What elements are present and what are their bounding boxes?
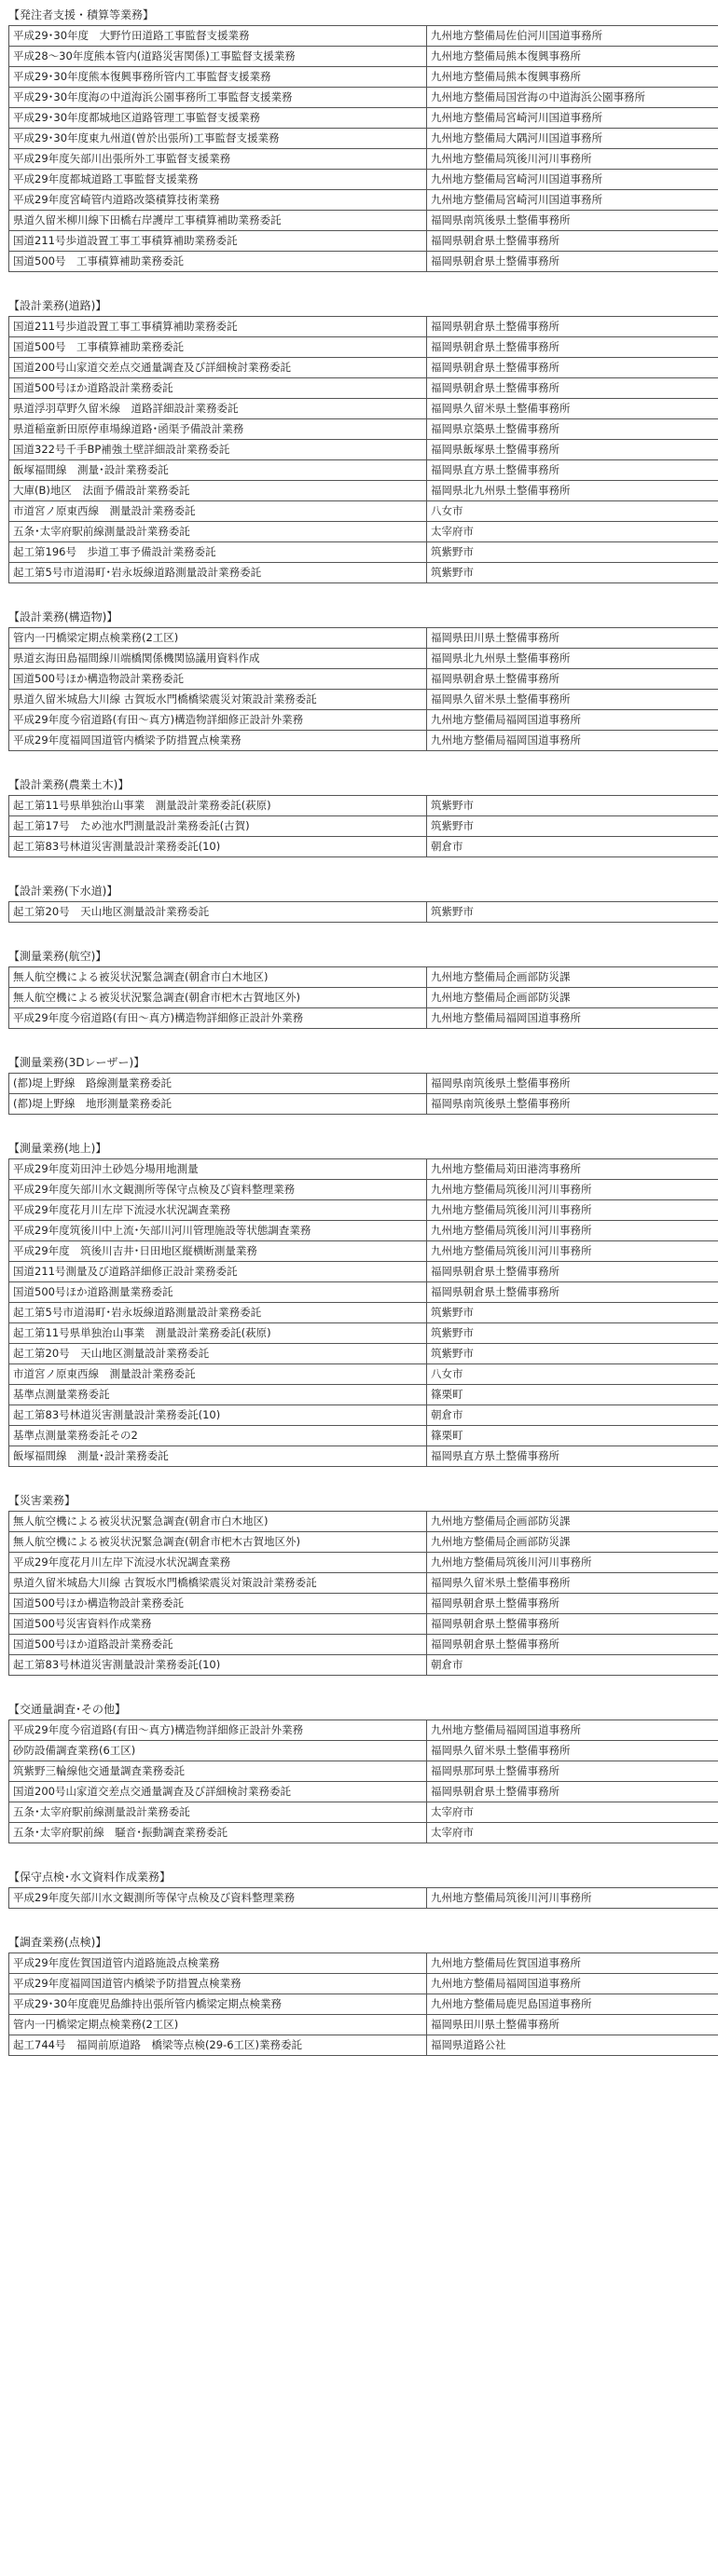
project-name-cell: 国道500号 工事積算補助業務委託	[9, 252, 427, 272]
table-row	[9, 129, 718, 149]
client-cell: 九州地方整備局苅田港湾事務所	[427, 1159, 718, 1180]
project-section	[8, 1870, 710, 1909]
table-row	[9, 1953, 718, 1974]
table-row	[9, 1159, 718, 1180]
client-cell: 九州地方整備局筑後川河川事務所	[427, 1200, 718, 1221]
client-cell: 福岡県道路公社	[427, 2035, 718, 2056]
table-row	[9, 1180, 718, 1200]
section-title: 【設計業務(道路)】	[8, 299, 107, 312]
project-section	[8, 298, 710, 583]
client-cell: 福岡県北九州県土整備事務所	[427, 649, 718, 669]
client-cell: 福岡県久留米県土整備事務所	[427, 690, 718, 710]
table-row	[9, 1614, 718, 1635]
table-row	[9, 902, 718, 923]
client-cell: 福岡県朝倉県土整備事務所	[427, 669, 718, 690]
table-row	[9, 710, 718, 731]
table-row	[9, 1426, 718, 1446]
project-name-cell: 国道500号ほか構造物設計業務委託	[9, 669, 427, 690]
table-row	[9, 399, 718, 419]
client-cell: 福岡県南筑後県土整備事務所	[427, 1074, 718, 1094]
client-cell: 筑紫野市	[427, 816, 718, 837]
table-row	[9, 837, 718, 857]
project-name-cell: 基準点測量業務委託	[9, 1385, 427, 1405]
client-cell: 九州地方整備局福岡国道事務所	[427, 710, 718, 731]
project-name-cell: 無人航空機による被災状況緊急調査(朝倉市杷木古賀地区外)	[9, 1532, 427, 1553]
client-cell: 福岡県朝倉県土整備事務所	[427, 1635, 718, 1655]
project-name-cell: 起工第83号林道災害測量設計業務委託(10)	[9, 1405, 427, 1426]
project-name-cell: 平成29年度都城道路工事監督支援業務	[9, 170, 427, 190]
table-row	[9, 1741, 718, 1761]
client-cell: 九州地方整備局佐伯河川国道事務所	[427, 26, 718, 47]
client-cell: 福岡県朝倉県土整備事務所	[427, 252, 718, 272]
table-row	[9, 1094, 718, 1115]
client-cell: 九州地方整備局国営海の中道海浜公園事務所	[427, 88, 718, 108]
project-name-cell: 起工第5号市道湯町･岩永坂線道路測量設計業務委託	[9, 563, 427, 583]
client-cell: 九州地方整備局筑後川河川事務所	[427, 149, 718, 170]
table-row	[9, 1720, 718, 1741]
project-name-cell: 五条･太宰府駅前線測量設計業務委託	[9, 522, 427, 542]
table-row	[9, 542, 718, 563]
project-name-cell: 起工第5号市道湯町･岩永坂線道路測量設計業務委託	[9, 1303, 427, 1323]
project-name-cell: 国道211号歩道設置工事工事積算補助業務委託	[9, 317, 427, 337]
project-name-cell: (都)堤上野線 路線測量業務委託	[9, 1074, 427, 1094]
table-row	[9, 1364, 718, 1385]
table-row	[9, 2035, 718, 2056]
client-cell: 九州地方整備局大隅河川国道事務所	[427, 129, 718, 149]
project-section	[8, 1702, 710, 1843]
client-cell: 九州地方整備局福岡国道事務所	[427, 1720, 718, 1741]
client-cell: 太宰府市	[427, 1823, 718, 1843]
project-name-cell: 飯塚福間線 測量･設計業務委託	[9, 460, 427, 481]
project-name-cell: 平成29年度矢部川出張所外工事監督支援業務	[9, 149, 427, 170]
table-row	[9, 1655, 718, 1676]
client-cell: 福岡県直方県土整備事務所	[427, 460, 718, 481]
table-row	[9, 1344, 718, 1364]
project-section	[8, 1935, 710, 2056]
client-cell: 福岡県久留米県土整備事務所	[427, 1573, 718, 1594]
project-name-cell: 平成29年度筑後川中上流･矢部川河川管理施設等状態調査業務	[9, 1221, 427, 1241]
client-cell: 朝倉市	[427, 1655, 718, 1676]
section-title: 【設計業務(農業土木)】	[8, 778, 130, 791]
table-row	[9, 1573, 718, 1594]
client-cell: 筑紫野市	[427, 1323, 718, 1344]
client-cell: 九州地方整備局筑後川河川事務所	[427, 1553, 718, 1573]
project-table	[8, 966, 718, 1029]
table-row	[9, 1532, 718, 1553]
table-row	[9, 816, 718, 837]
section-title: 【災害業務】	[8, 1494, 76, 1507]
project-name-cell: 国道500号ほか道路設計業務委託	[9, 378, 427, 399]
section-title: 【保守点検･水文資料作成業務】	[8, 1870, 172, 1884]
project-name-cell: 県道玄海田島福間線川端橋関係機関協議用資料作成	[9, 649, 427, 669]
project-name-cell: 管内一円橋梁定期点検業務(2工区)	[9, 628, 427, 649]
client-cell: 福岡県朝倉県土整備事務所	[427, 231, 718, 252]
table-row	[9, 149, 718, 170]
project-name-cell: 起工第83号林道災害測量設計業務委託(10)	[9, 1655, 427, 1676]
project-name-cell: 平成28～30年度熊本管内(道路災害関係)工事監督支援業務	[9, 47, 427, 67]
client-cell: 九州地方整備局企画部防災課	[427, 1512, 718, 1532]
client-cell: 九州地方整備局筑後川河川事務所	[427, 1888, 718, 1909]
table-row	[9, 337, 718, 358]
project-name-cell: 平成29年度今宿道路(有田～真方)構造物詳細修正設計外業務	[9, 710, 427, 731]
project-name-cell: 国道200号山家道交差点交通量調査及び詳細検討業務委託	[9, 358, 427, 378]
client-cell: 福岡県久留米県土整備事務所	[427, 399, 718, 419]
project-name-cell: 国道211号測量及び道路詳細修正設計業務委託	[9, 1262, 427, 1282]
client-cell: 福岡県朝倉県土整備事務所	[427, 1282, 718, 1303]
project-name-cell: 国道322号千手BP補強土壁詳細設計業務委託	[9, 440, 427, 460]
client-cell: 九州地方整備局企画部防災課	[427, 967, 718, 988]
table-row	[9, 988, 718, 1008]
section-title: 【設計業務(構造物)】	[8, 610, 118, 623]
client-cell: 朝倉市	[427, 1405, 718, 1426]
project-section	[8, 1055, 710, 1115]
table-row	[9, 440, 718, 460]
client-cell: 太宰府市	[427, 1802, 718, 1823]
section-title: 【交通量調査･その他】	[8, 1703, 127, 1716]
table-row	[9, 669, 718, 690]
project-name-cell: 国道200号山家道交差点交通量調査及び詳細検討業務委託	[9, 1782, 427, 1802]
project-name-cell: 平成29年度福岡国道管内橋梁予防措置点検業務	[9, 1974, 427, 1994]
table-row	[9, 1974, 718, 1994]
client-cell: 九州地方整備局鹿児島国道事務所	[427, 1994, 718, 2015]
project-name-cell: 県道浮羽草野久留米線 道路詳細設計業務委託	[9, 399, 427, 419]
table-row	[9, 628, 718, 649]
project-table	[8, 316, 718, 583]
project-table	[8, 1511, 718, 1676]
client-cell: 九州地方整備局福岡国道事務所	[427, 1008, 718, 1029]
table-row	[9, 1282, 718, 1303]
project-name-cell: 県道久留米城島大川線 古賀坂水門橋橋梁震災対策設計業務委託	[9, 690, 427, 710]
table-row	[9, 731, 718, 751]
table-row	[9, 252, 718, 272]
project-table	[8, 1158, 718, 1467]
project-name-cell: 平成29年度今宿道路(有田～真方)構造物詳細修正設計外業務	[9, 1008, 427, 1029]
table-row	[9, 649, 718, 669]
project-name-cell: 起工第17号 ため池水門測量設計業務委託(古賀)	[9, 816, 427, 837]
table-row	[9, 1553, 718, 1573]
table-row	[9, 1994, 718, 2015]
table-row	[9, 1405, 718, 1426]
table-row	[9, 88, 718, 108]
client-cell: 篠栗町	[427, 1426, 718, 1446]
project-name-cell: 国道211号歩道設置工事工事積算補助業務委託	[9, 231, 427, 252]
client-cell: 筑紫野市	[427, 1303, 718, 1323]
project-table	[8, 1720, 718, 1843]
project-section	[8, 7, 710, 272]
table-row	[9, 108, 718, 129]
client-cell: 九州地方整備局企画部防災課	[427, 1532, 718, 1553]
table-row	[9, 796, 718, 816]
project-name-cell: 筑紫野三輪線他交通量調査業務委託	[9, 1761, 427, 1782]
table-row	[9, 1446, 718, 1467]
project-name-cell: 国道500号ほか道路測量業務委託	[9, 1282, 427, 1303]
client-cell: 福岡県那珂県土整備事務所	[427, 1761, 718, 1782]
project-name-cell: 飯塚福間線 測量･設計業務委託	[9, 1446, 427, 1467]
table-row	[9, 231, 718, 252]
project-table	[8, 901, 718, 923]
project-name-cell: 平成29年度矢部川水文観測所等保守点検及び資料整理業務	[9, 1888, 427, 1909]
project-name-cell: 県道久留米柳川線下田橋右岸護岸工事積算補助業務委託	[9, 211, 427, 231]
project-name-cell: 大庫(B)地区 法面予備設計業務委託	[9, 481, 427, 501]
project-name-cell: 県道稲童新田原停車場線道路･函渠予備設計業務	[9, 419, 427, 440]
table-row	[9, 1221, 718, 1241]
client-cell: 九州地方整備局筑後川河川事務所	[427, 1180, 718, 1200]
table-row	[9, 1512, 718, 1532]
client-cell: 福岡県北九州県土整備事務所	[427, 481, 718, 501]
client-cell: 福岡県南筑後県土整備事務所	[427, 211, 718, 231]
project-name-cell: 県道久留米城島大川線 古賀坂水門橋橋梁震災対策設計業務委託	[9, 1573, 427, 1594]
project-section	[8, 1493, 710, 1676]
table-row	[9, 690, 718, 710]
project-name-cell: 市道宮ノ原東西線 測量設計業務委託	[9, 1364, 427, 1385]
table-row	[9, 967, 718, 988]
table-row	[9, 26, 718, 47]
project-name-cell: 管内一円橋梁定期点検業務(2工区)	[9, 2015, 427, 2035]
project-name-cell: 平成29年度佐賀国道管内道路施設点検業務	[9, 1953, 427, 1974]
project-name-cell: 平成29年度花月川左岸下流浸水状況調査業務	[9, 1200, 427, 1221]
project-name-cell: 起工第20号 天山地区測量設計業務委託	[9, 1344, 427, 1364]
client-cell: 福岡県朝倉県土整備事務所	[427, 1782, 718, 1802]
section-title: 【測量業務(航空)】	[8, 950, 107, 963]
project-name-cell: 平成29年度福岡国道管内橋梁予防措置点検業務	[9, 731, 427, 751]
table-row	[9, 1008, 718, 1029]
project-name-cell: 五条･太宰府駅前線測量設計業務委託	[9, 1802, 427, 1823]
project-table	[8, 627, 718, 751]
client-cell: 太宰府市	[427, 522, 718, 542]
project-section	[8, 610, 710, 751]
client-cell: 福岡県京築県土整備事務所	[427, 419, 718, 440]
table-row	[9, 460, 718, 481]
project-table	[8, 1887, 718, 1909]
client-cell: 九州地方整備局熊本復興事務所	[427, 67, 718, 88]
client-cell: 九州地方整備局企画部防災課	[427, 988, 718, 1008]
table-row	[9, 1802, 718, 1823]
project-section	[8, 777, 710, 857]
client-cell: 福岡県田川県土整備事務所	[427, 2015, 718, 2035]
table-row	[9, 481, 718, 501]
client-cell: 篠栗町	[427, 1385, 718, 1405]
table-row	[9, 1323, 718, 1344]
project-name-cell: 平成29年度 筑後川吉井･日田地区縦横断測量業務	[9, 1241, 427, 1262]
table-row	[9, 1594, 718, 1614]
client-cell: 筑紫野市	[427, 1344, 718, 1364]
table-row	[9, 1200, 718, 1221]
table-row	[9, 1241, 718, 1262]
table-row	[9, 1074, 718, 1094]
client-cell: 九州地方整備局福岡国道事務所	[427, 731, 718, 751]
project-name-cell: 平成29･30年度東九州道(曽於出張所)工事監督支援業務	[9, 129, 427, 149]
table-row	[9, 563, 718, 583]
project-table	[8, 1073, 718, 1115]
table-row	[9, 211, 718, 231]
project-name-cell: 起工第11号県単独治山事業 測量設計業務委託(萩原)	[9, 1323, 427, 1344]
client-cell: 福岡県朝倉県土整備事務所	[427, 378, 718, 399]
project-name-cell: 平成29年度苅田沖土砂処分場用地測量	[9, 1159, 427, 1180]
table-row	[9, 1761, 718, 1782]
table-row	[9, 419, 718, 440]
table-row	[9, 67, 718, 88]
client-cell: 福岡県朝倉県土整備事務所	[427, 358, 718, 378]
client-cell: 九州地方整備局宮崎河川国道事務所	[427, 170, 718, 190]
project-name-cell: 平成29年度今宿道路(有田～真方)構造物詳細修正設計外業務	[9, 1720, 427, 1741]
client-cell: 福岡県朝倉県土整備事務所	[427, 1262, 718, 1282]
table-row	[9, 501, 718, 522]
table-row	[9, 1635, 718, 1655]
client-cell: 福岡県久留米県土整備事務所	[427, 1741, 718, 1761]
table-row	[9, 378, 718, 399]
project-table	[8, 25, 718, 272]
project-name-cell: 市道宮ノ原東西線 測量設計業務委託	[9, 501, 427, 522]
client-cell: 九州地方整備局福岡国道事務所	[427, 1974, 718, 1994]
project-section	[8, 1141, 710, 1467]
client-cell: 九州地方整備局熊本復興事務所	[427, 47, 718, 67]
table-row	[9, 1385, 718, 1405]
client-cell: 九州地方整備局宮崎河川国道事務所	[427, 108, 718, 129]
section-title: 【測量業務(地上)】	[8, 1142, 107, 1155]
project-name-cell: 国道500号 工事積算補助業務委託	[9, 337, 427, 358]
section-title: 【発注者支援・積算等業務】	[8, 8, 155, 21]
project-table	[8, 795, 718, 857]
client-cell: 八女市	[427, 1364, 718, 1385]
project-name-cell: 起工第83号林道災害測量設計業務委託(10)	[9, 837, 427, 857]
project-name-cell: 平成29･30年度都城地区道路管理工事監督支援業務	[9, 108, 427, 129]
project-name-cell: 起工第11号県単独治山事業 測量設計業務委託(萩原)	[9, 796, 427, 816]
project-name-cell: 五条･太宰府駅前線 騒音･振動調査業務委託	[9, 1823, 427, 1843]
client-cell: 福岡県田川県土整備事務所	[427, 628, 718, 649]
client-cell: 筑紫野市	[427, 902, 718, 923]
client-cell: 福岡県朝倉県土整備事務所	[427, 1594, 718, 1614]
project-name-cell: 起工第20号 天山地区測量設計業務委託	[9, 902, 427, 923]
table-row	[9, 1823, 718, 1843]
client-cell: 筑紫野市	[427, 542, 718, 563]
project-name-cell: 無人航空機による被災状況緊急調査(朝倉市杷木古賀地区外)	[9, 988, 427, 1008]
project-name-cell: 基準点測量業務委託その2	[9, 1426, 427, 1446]
project-name-cell: 平成29年度矢部川水文観測所等保守点検及び資料整理業務	[9, 1180, 427, 1200]
client-cell: 八女市	[427, 501, 718, 522]
table-row	[9, 522, 718, 542]
project-name-cell: 無人航空機による被災状況緊急調査(朝倉市白木地区)	[9, 967, 427, 988]
table-row	[9, 1303, 718, 1323]
project-name-cell: 平成29年度花月川左岸下流浸水状況調査業務	[9, 1553, 427, 1573]
project-name-cell: 平成29年度宮崎管内道路改築積算技術業務	[9, 190, 427, 211]
project-table	[8, 1953, 718, 2056]
table-row	[9, 1782, 718, 1802]
project-name-cell: 無人航空機による被災状況緊急調査(朝倉市白木地区)	[9, 1512, 427, 1532]
project-name-cell: 平成29･30年度熊本復興事務所管内工事監督支援業務	[9, 67, 427, 88]
table-row	[9, 1888, 718, 1909]
client-cell: 朝倉市	[427, 837, 718, 857]
table-row	[9, 317, 718, 337]
project-name-cell: 国道500号ほか構造物設計業務委託	[9, 1594, 427, 1614]
project-name-cell: (都)堤上野線 地形測量業務委託	[9, 1094, 427, 1115]
client-cell: 福岡県飯塚県土整備事務所	[427, 440, 718, 460]
table-row	[9, 170, 718, 190]
project-name-cell: 砂防設備調査業務(6工区)	[9, 1741, 427, 1761]
client-cell: 九州地方整備局宮崎河川国道事務所	[427, 190, 718, 211]
project-name-cell: 国道500号ほか道路設計業務委託	[9, 1635, 427, 1655]
client-cell: 福岡県直方県土整備事務所	[427, 1446, 718, 1467]
section-title: 【調査業務(点検)】	[8, 1936, 107, 1949]
client-cell: 九州地方整備局筑後川河川事務所	[427, 1221, 718, 1241]
client-cell: 九州地方整備局筑後川河川事務所	[427, 1241, 718, 1262]
project-name-cell: 起工第196号 歩道工事予備設計業務委託	[9, 542, 427, 563]
project-name-cell: 国道500号災害資料作成業務	[9, 1614, 427, 1635]
table-row	[9, 358, 718, 378]
project-name-cell: 平成29･30年度海の中道海浜公園事務所工事監督支援業務	[9, 88, 427, 108]
client-cell: 福岡県朝倉県土整備事務所	[427, 1614, 718, 1635]
table-row	[9, 2015, 718, 2035]
client-cell: 福岡県朝倉県土整備事務所	[427, 337, 718, 358]
project-section	[8, 949, 710, 1029]
client-cell: 筑紫野市	[427, 563, 718, 583]
client-cell: 筑紫野市	[427, 796, 718, 816]
project-name-cell: 平成29･30年度鹿児島維持出張所管内橋梁定期点検業務	[9, 1994, 427, 2015]
table-row	[9, 1262, 718, 1282]
section-title: 【設計業務(下水道)】	[8, 884, 118, 897]
table-row	[9, 47, 718, 67]
project-name-cell: 起工744号 福岡前原道路 橋梁等点検(29-6工区)業務委託	[9, 2035, 427, 2056]
client-cell: 九州地方整備局佐賀国道事務所	[427, 1953, 718, 1974]
project-section	[8, 884, 710, 923]
table-row	[9, 190, 718, 211]
project-name-cell: 平成29･30年度 大野竹田道路工事監督支援業務	[9, 26, 427, 47]
client-cell: 福岡県朝倉県土整備事務所	[427, 317, 718, 337]
client-cell: 福岡県南筑後県土整備事務所	[427, 1094, 718, 1115]
section-title: 【測量業務(3Dレーザー)】	[8, 1056, 145, 1069]
